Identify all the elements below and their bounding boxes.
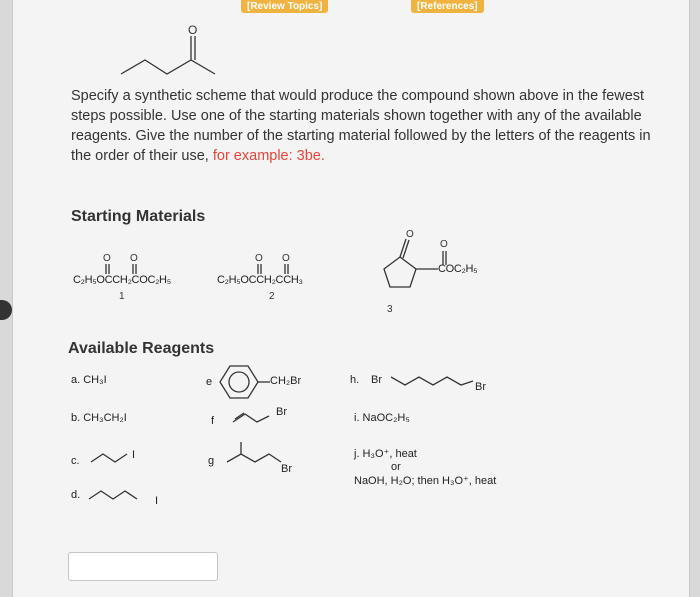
side-collapse-tab[interactable] (0, 300, 12, 320)
svg-text:O: O (103, 253, 111, 264)
reagent-a: a. CH₃I (71, 374, 107, 386)
svg-text:O: O (282, 253, 290, 264)
answer-input[interactable] (68, 552, 218, 581)
reagent-d-iodine: I (155, 495, 159, 507)
reagent-g-label: g (208, 455, 215, 467)
reagent-b: b. CH₃CH₂I (71, 412, 127, 424)
references-link[interactable]: [References] (411, 0, 484, 13)
prompt-text: Specify a synthetic scheme that would produce the compound shown above in the fewest steps possible. Use one of the starting materials shown together with any of the available reagents. Give the number of the starting material followed by the letters of the reagents in the order of their use, (71, 88, 651, 164)
starting-material-3-number: 3 (387, 304, 393, 315)
svg-text:O: O (188, 23, 198, 37)
reagent-e-benzene-ring (218, 362, 268, 402)
starting-material-2-carbonyls (255, 252, 335, 274)
reagent-j-or: or (391, 461, 401, 473)
reagent-d-label: d. (71, 489, 81, 501)
starting-materials-heading: Starting Materials (71, 208, 206, 225)
reagent-g-bromine: Br (281, 463, 292, 475)
reagent-d-structure (87, 487, 157, 503)
svg-text:O: O (406, 229, 414, 240)
reagent-h-bromine-right: Br (475, 381, 486, 393)
starting-material-2-formula: C₂H₅OCCH₂CCH₃ (217, 274, 303, 286)
starting-material-1-number: 1 (119, 291, 125, 302)
starting-material-3-ester: COC₂H₅ (438, 263, 478, 275)
starting-material-1-formula: C₂H₅OCCH₂COC₂H₅ (73, 274, 171, 286)
reagent-h-label: h. (350, 374, 360, 386)
reagent-j-base: NaOH, H₂O; then H₃O⁺, heat (354, 475, 497, 487)
reagent-f-structure (231, 410, 281, 426)
available-reagents-heading: Available Reagents (68, 340, 215, 357)
prompt-example: for example: 3be. (212, 148, 325, 164)
reagent-j-acid: j. H₃O⁺, heat (354, 448, 417, 460)
starting-material-2-number: 2 (269, 291, 275, 302)
svg-text:O: O (255, 253, 263, 264)
svg-text:O: O (130, 253, 138, 264)
reagent-e-label: e (206, 376, 213, 388)
reagent-h-chain (389, 373, 479, 389)
review-topics-link[interactable]: [Review Topics] (241, 0, 328, 13)
target-compound-structure (113, 22, 223, 82)
starting-material-1-carbonyls (103, 252, 183, 274)
reagent-f-label: f (211, 415, 215, 427)
reagent-i: i. NaOC₂H₅ (354, 412, 410, 424)
question-prompt (71, 86, 651, 166)
svg-text:O: O (440, 239, 448, 250)
question-panel (12, 0, 690, 597)
reagent-f-bromine: Br (276, 406, 287, 418)
reagent-h-bromine-left: Br (371, 374, 382, 386)
reagent-e-substituent: CH₂Br (270, 375, 302, 387)
reagent-c-iodine: I (132, 449, 136, 461)
reagent-c-label: c. (71, 455, 80, 467)
